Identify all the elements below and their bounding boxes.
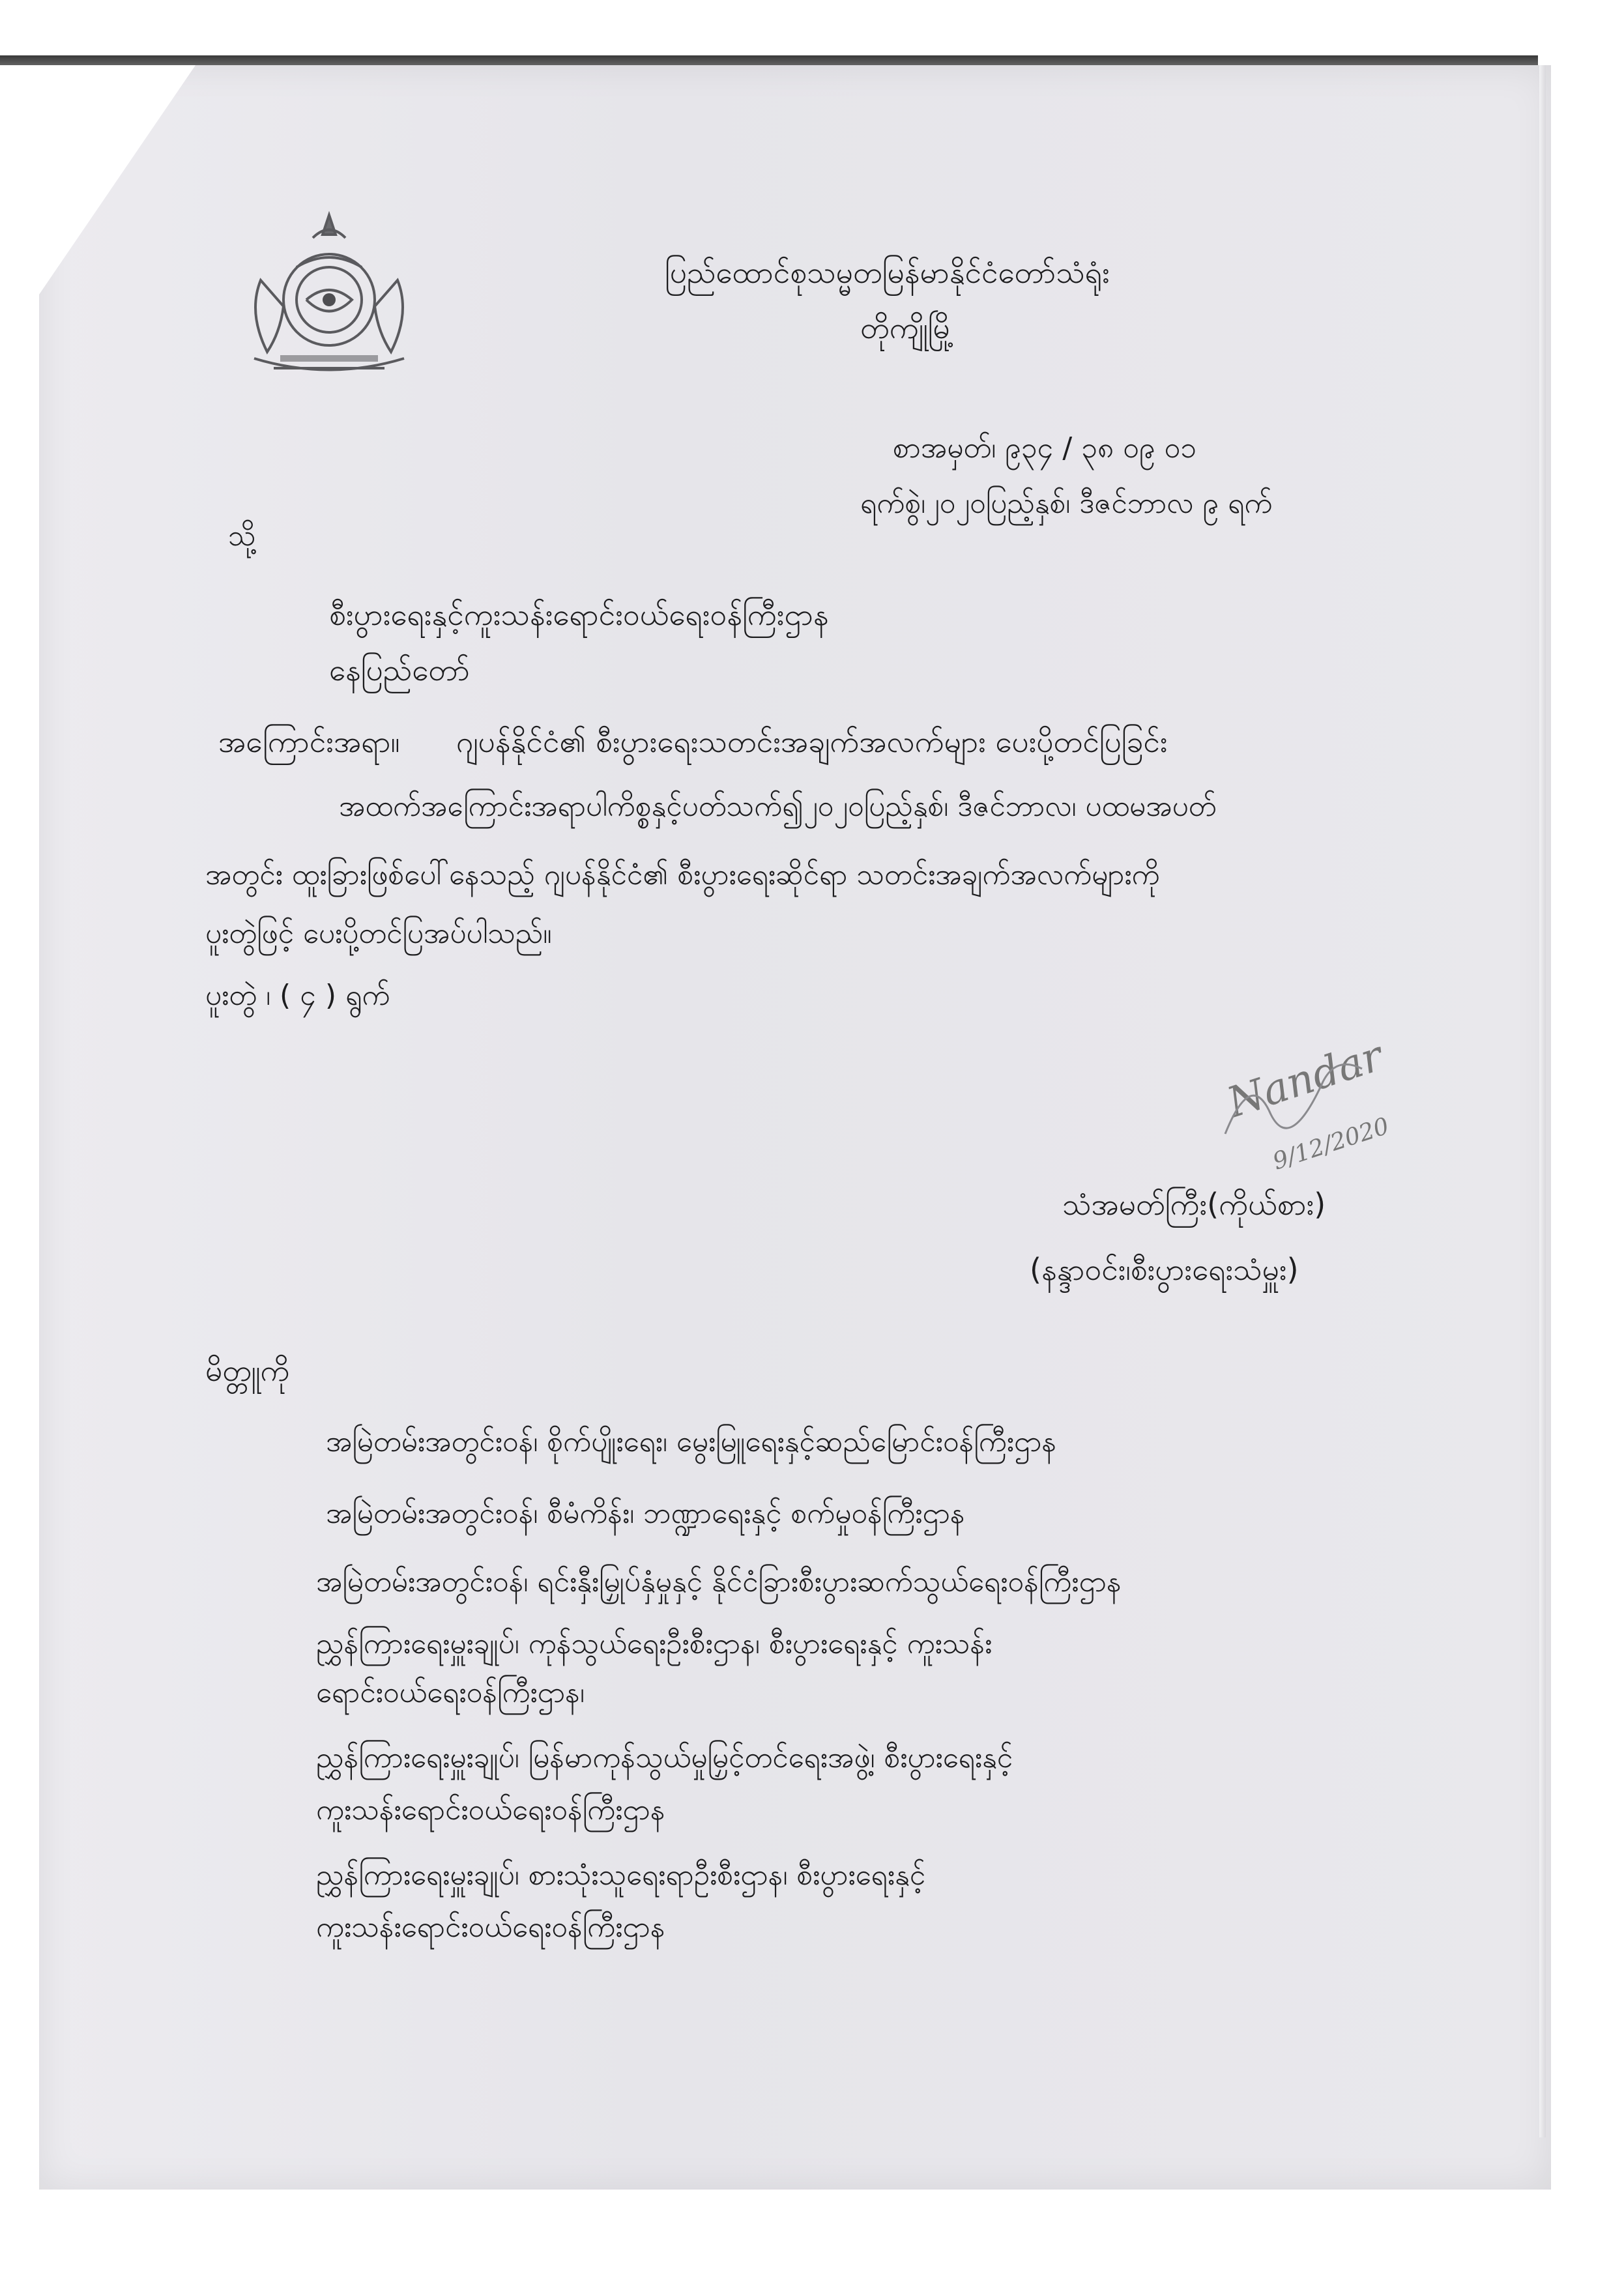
attachment-count: ပူးတွဲ ၊ ( ၄ ) ရွက် bbox=[205, 979, 390, 1012]
recipient-to: သို့ bbox=[228, 519, 256, 553]
page-corner-fold bbox=[0, 65, 196, 352]
signatory-name: (နန္ဒာဝင်း၊စီးပွားရေးသံမှူး) bbox=[1030, 1252, 1299, 1287]
signatory-title: သံအမတ်ကြီး(ကိုယ်စား) bbox=[1062, 1187, 1326, 1222]
recipient-city: နေပြည်တော် bbox=[329, 652, 470, 687]
copy-recipient-6-line-2: ကူးသန်းရောင်းဝယ်ရေးဝန်ကြီးဌာန bbox=[316, 1911, 665, 1944]
copies-label: မိတ္တူကို bbox=[205, 1353, 290, 1388]
subject-label: အကြောင်းအရာ။ bbox=[218, 724, 400, 759]
body-line-1: အထက်အကြောင်းအရာပါကိစ္စနှင့်ပတ်သက်၍၂၀၂၀ပြည့်နှစ်၊ ဒီဇင်ဘာလ၊ ပထမအပတ် bbox=[339, 790, 1217, 823]
subject-text: ဂျပန်နိုင်ငံ၏ စီးပွားရေးသတင်းအချက်အလက်များ ပေးပို့တင်ပြခြင်း bbox=[456, 724, 1168, 759]
copy-recipient-4-line-2: ရောင်းဝယ်ရေးဝန်ကြီးဌာန၊ bbox=[316, 1676, 585, 1709]
handwritten-signature-date: 9/12/2020 bbox=[1269, 1112, 1393, 1176]
copy-recipient-3: အမြဲတမ်းအတွင်းဝန်၊ ရင်းနှီးမြှုပ်နှံမှုနှင့် နိုင်ငံခြားစီးပွားဆက်သွယ်ရေးဝန်ကြီးဌာန bbox=[316, 1565, 1122, 1599]
letter-date: ရက်စွဲ၊၂၀၂၀ပြည့်နှစ်၊ ဒီဇင်ဘာလ ၉ ရက် bbox=[860, 487, 1273, 520]
recipient-ministry: စီးပွားရေးနှင့်ကူးသန်းရောင်းဝယ်ရေးဝန်ကြီးဌာန bbox=[329, 597, 829, 632]
letter-reference-number: စာအမှတ်၊ ၉၃၄ / ၃၈ ၀၉ ၀၁ bbox=[893, 431, 1197, 465]
signature-flourish-icon bbox=[1212, 1043, 1382, 1173]
copy-recipient-4-line-1: ညွှန်ကြားရေးမှူးချုပ်၊ ကုန်သွယ်ရေးဦးစီးဌာန၊ စီးပွားရေးနှင့် ကူးသန်း bbox=[316, 1627, 993, 1660]
embassy-city: တိုကျိုမြို့ bbox=[860, 310, 955, 345]
handwritten-signature: Nandar bbox=[1221, 1032, 1389, 1128]
embassy-title: ပြည်ထောင်စုသမ္မတမြန်မာနိုင်ငံတော်သံရုံး bbox=[665, 255, 1110, 290]
body-line-3: ပူးတွဲဖြင့် ပေးပို့တင်ပြအပ်ပါသည်။ bbox=[205, 917, 552, 950]
body-line-2: အတွင်း ထူးခြားဖြစ်ပေါ်နေသည့် ဂျပန်နိုင်ငံ၏ စီးပွားရေးဆိုင်ရာ သတင်းအချက်အလက်များကို bbox=[205, 858, 1160, 891]
page-edge bbox=[1539, 65, 1546, 2137]
copy-recipient-5-line-1: ညွှန်ကြားရေးမှူးချုပ်၊ မြန်မာကုန်သွယ်မှုမြှင့်တင်ရေးအဖွဲ့၊ စီးပွားရေးနှင့် bbox=[316, 1741, 1013, 1774]
state-emblem-icon bbox=[235, 202, 424, 378]
copy-recipient-6-line-1: ညွှန်ကြားရေးမှူးချုပ်၊ စားသုံးသူရေးရာဦးစီးဌာန၊ စီးပွားရေးနှင့် bbox=[316, 1859, 926, 1892]
copy-recipient-2: အမြဲတမ်းအတွင်းဝန်၊ စီမံကိန်း၊ ဘဏ္ဍာရေးနှင့် စက်မှုဝန်ကြီးဌာန bbox=[326, 1497, 965, 1530]
copy-recipient-5-line-2: ကူးသန်းရောင်းဝယ်ရေးဝန်ကြီးဌာန bbox=[316, 1793, 665, 1827]
copy-recipient-1: အမြဲတမ်းအတွင်းဝန်၊ စိုက်ပျိုးရေး၊ မွေးမြူရေးနှင့်ဆည်မြောင်းဝန်ကြီးဌာန bbox=[326, 1425, 1057, 1458]
